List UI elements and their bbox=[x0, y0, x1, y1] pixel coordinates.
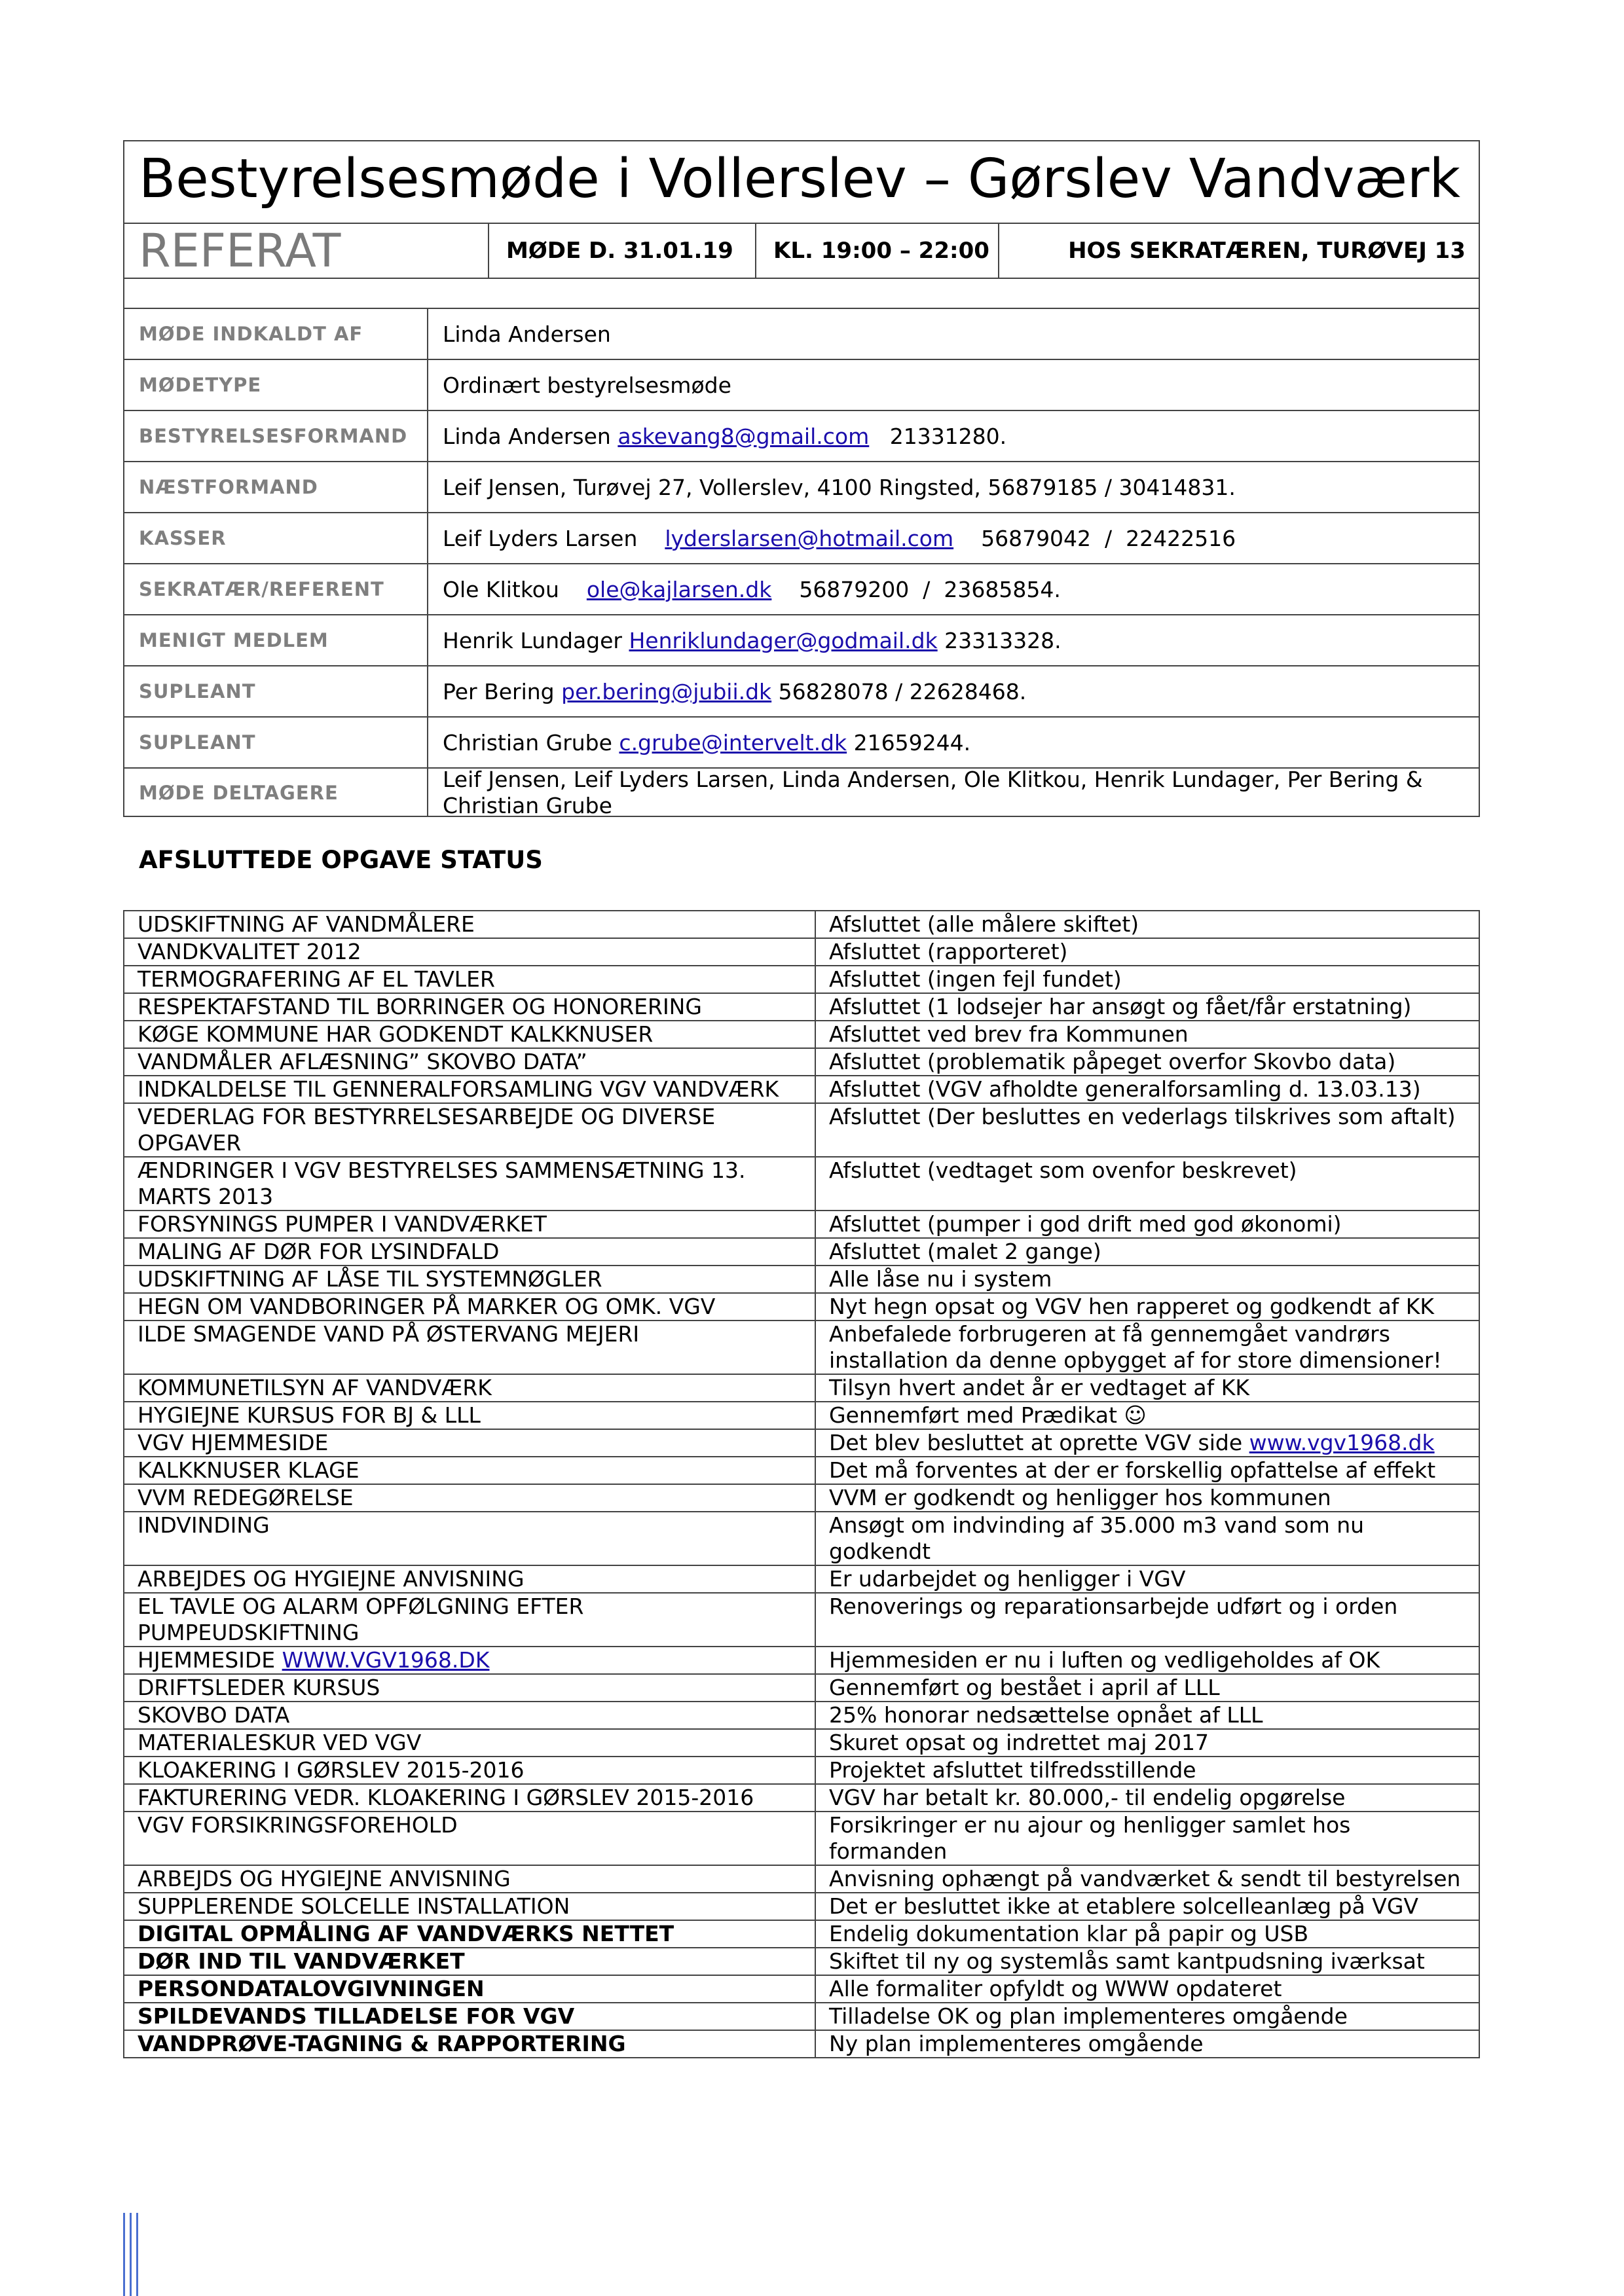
info-label: MENIGT MEDLEM bbox=[139, 629, 329, 651]
info-row bbox=[124, 309, 1479, 360]
status-cell: Alle formaliter opfyldt og WWW opdateret bbox=[815, 1975, 1479, 2003]
task-status-table bbox=[123, 910, 1480, 2058]
task-cell: HEGN OM VANDBORINGER PÅ MARKER OG OMK. VGV bbox=[124, 1293, 815, 1321]
status-cell: Skuret opsat og indrettet maj 2017 bbox=[815, 1729, 1479, 1757]
info-row bbox=[124, 513, 1479, 564]
email-link[interactable]: Henriklundager@godmail.dk bbox=[629, 627, 938, 653]
meeting-header bbox=[123, 140, 1480, 817]
email-link[interactable]: askevang8@gmail.com bbox=[618, 423, 870, 449]
info-label: SEKRATÆR/REFERENT bbox=[139, 578, 384, 600]
table-row bbox=[124, 1457, 1479, 1484]
table-row bbox=[124, 1565, 1479, 1593]
info-value: Henrik Lundager Henriklundager@godmail.dk 23313328. bbox=[427, 615, 1480, 665]
task-cell: MATERIALESKUR VED VGV bbox=[124, 1729, 815, 1757]
status-cell: Er udarbejdet og henligger i VGV bbox=[815, 1565, 1479, 1593]
status-cell: Afsluttet ved brev fra Kommunen bbox=[815, 1021, 1479, 1048]
task-cell: VGV FORSIKRINGSFOREHOLD bbox=[124, 1812, 815, 1865]
task-cell: VANDPRØVE-TAGNING & RAPPORTERING bbox=[124, 2030, 815, 2058]
task-cell: TERMOGRAFERING AF EL TAVLER bbox=[124, 966, 815, 993]
task-cell: ÆNDRINGER I VGV BESTYRELSES SAMMENSÆTNING 13. MARTS 2013 bbox=[124, 1157, 815, 1211]
task-cell: VVM REDEGØRELSE bbox=[124, 1484, 815, 1512]
info-label: MØDE DELTAGERE bbox=[139, 782, 339, 804]
table-row bbox=[124, 1238, 1479, 1266]
task-cell: FORSYNINGS PUMPER I VANDVÆRKET bbox=[124, 1211, 815, 1238]
task-cell: SUPPLERENDE SOLCELLE INSTALLATION bbox=[124, 1893, 815, 1920]
status-cell: Tilsyn hvert andet år er vedtaget af KK bbox=[815, 1374, 1479, 1402]
footer-decoration-line bbox=[123, 2213, 125, 2296]
info-label: BESTYRELSESFORMAND bbox=[139, 425, 408, 447]
meeting-time: KL. 19:00 – 22:00 bbox=[755, 224, 998, 278]
table-row bbox=[124, 1593, 1479, 1647]
table-row bbox=[124, 993, 1479, 1021]
task-cell: VEDERLAG FOR BESTYRRELSESARBEJDE OG DIVERSE OPGAVER bbox=[124, 1103, 815, 1157]
status-cell: Renoverings og reparationsarbejde udført og i orden bbox=[815, 1593, 1479, 1647]
task-cell: ARBEJDES OG HYGIEJNE ANVISNING bbox=[124, 1565, 815, 1593]
task-cell: KØGE KOMMUNE HAR GODKENDT KALKKNUSER bbox=[124, 1021, 815, 1048]
table-row bbox=[124, 1893, 1479, 1920]
status-cell: Tilladelse OK og plan implementeres omgående bbox=[815, 2003, 1479, 2030]
page-title: Bestyrelsesmøde i Vollerslev – Gørslev Vandværk bbox=[139, 148, 1461, 210]
status-cell: Afsluttet (pumper i god drift med god økonomi) bbox=[815, 1211, 1479, 1238]
email-link[interactable]: lyderslarsen@hotmail.com bbox=[665, 525, 954, 551]
info-value: Leif Jensen, Leif Lyders Larsen, Linda Andersen, Ole Klitkou, Henrik Lundager, Per Bering & Christian Grube bbox=[427, 769, 1480, 817]
task-cell: MALING AF DØR FOR LYSINDFALD bbox=[124, 1238, 815, 1266]
table-row bbox=[124, 1293, 1479, 1321]
table-row bbox=[124, 1757, 1479, 1784]
table-row bbox=[124, 1920, 1479, 1948]
table-row bbox=[124, 1729, 1479, 1757]
task-cell: INDKALDELSE TIL GENNERALFORSAMLING VGV VANDVÆRK bbox=[124, 1076, 815, 1103]
task-cell: KOMMUNETILSYN AF VANDVÆRK bbox=[124, 1374, 815, 1402]
info-label: SUPLEANT bbox=[139, 680, 256, 702]
status-cell: Alle låse nu i system bbox=[815, 1266, 1479, 1293]
table-row bbox=[124, 1484, 1479, 1512]
status-cell: Gennemført med Prædikat ☺ bbox=[815, 1402, 1479, 1429]
status-cell: Skiftet til ny og systemlås samt kantpudsning iværksat bbox=[815, 1948, 1479, 1975]
meeting-date: MØDE D. 31.01.19 bbox=[488, 224, 755, 278]
table-row bbox=[124, 1266, 1479, 1293]
table-row bbox=[124, 1402, 1479, 1429]
task-cell: INDVINDING bbox=[124, 1512, 815, 1565]
table-row bbox=[124, 1674, 1479, 1702]
table-row bbox=[124, 2003, 1479, 2030]
info-value: Christian Grube c.grube@intervelt.dk 21659244. bbox=[427, 718, 1480, 767]
status-cell: Forsikringer er nu ajour og henligger samlet hos formanden bbox=[815, 1812, 1479, 1865]
table-row bbox=[124, 1021, 1479, 1048]
info-value: Linda Andersen askevang8@gmail.com 21331280. bbox=[427, 411, 1480, 461]
status-cell: Det blev besluttet at oprette VGV side www.vgv1968.dk bbox=[815, 1429, 1479, 1457]
table-row bbox=[124, 966, 1479, 993]
status-cell: Ansøgt om indvinding af 35.000 m3 vand som nu godkendt bbox=[815, 1512, 1479, 1565]
table-row bbox=[124, 1048, 1479, 1076]
task-cell: HYGIEJNE KURSUS FOR BJ & LLL bbox=[124, 1402, 815, 1429]
task-cell: EL TAVLE OG ALARM OPFØLGNING EFTER PUMPEUDSKIFTNING bbox=[124, 1593, 815, 1647]
meeting-location: HOS SEKRATÆREN, TURØVEJ 13 bbox=[998, 224, 1480, 278]
info-label: KASSER bbox=[139, 527, 227, 549]
info-row bbox=[124, 666, 1479, 718]
status-cell: Afsluttet (vedtaget som ovenfor beskrevet) bbox=[815, 1157, 1479, 1211]
table-row bbox=[124, 1647, 1479, 1674]
task-cell: UDSKIFTNING AF VANDMÅLERE bbox=[124, 911, 815, 938]
status-cell: Afsluttet (1 lodsejer har ansøgt og fået/får erstatning) bbox=[815, 993, 1479, 1021]
info-label: NÆSTFORMAND bbox=[139, 476, 318, 498]
email-link[interactable]: per.bering@jubii.dk bbox=[561, 678, 772, 704]
status-cell: Hjemmesiden er nu i luften og vedligeholdes af OK bbox=[815, 1647, 1479, 1674]
document-type-label: REFERAT bbox=[139, 224, 341, 278]
task-cell: UDSKIFTNING AF LÅSE TIL SYSTEMNØGLER bbox=[124, 1266, 815, 1293]
info-label: MØDE INDKALDT AF bbox=[139, 323, 363, 345]
email-link[interactable]: c.grube@intervelt.dk bbox=[619, 729, 847, 756]
footer-decoration-line bbox=[130, 2213, 132, 2296]
info-row bbox=[124, 411, 1479, 462]
status-cell: Ny plan implementeres omgående bbox=[815, 2030, 1479, 2058]
info-value: Linda Andersen bbox=[427, 309, 1480, 359]
info-row bbox=[124, 615, 1479, 666]
info-value: Leif Jensen, Turøvej 27, Vollerslev, 4100 Ringsted, 56879185 / 30414831. bbox=[427, 462, 1480, 512]
info-value: Ordinært bestyrelsesmøde bbox=[427, 360, 1480, 410]
info-row bbox=[124, 769, 1479, 817]
task-cell: VGV HJEMMESIDE bbox=[124, 1429, 815, 1457]
task-cell: DIGITAL OPMÅLING AF VANDVÆRKS NETTET bbox=[124, 1920, 815, 1948]
table-row bbox=[124, 1103, 1479, 1157]
status-cell: Endelig dokumentation klar på papir og USB bbox=[815, 1920, 1479, 1948]
task-cell: KALKKNUSER KLAGE bbox=[124, 1457, 815, 1484]
status-cell: 25% honorar nedsættelse opnået af LLL bbox=[815, 1702, 1479, 1729]
website-link[interactable]: WWW.VGV1968.DK bbox=[282, 1647, 490, 1673]
task-cell: DRIFTSLEDER KURSUS bbox=[124, 1674, 815, 1702]
table-row bbox=[124, 1374, 1479, 1402]
status-cell: Projektet afsluttet tilfredsstillende bbox=[815, 1757, 1479, 1784]
footer-decoration-line bbox=[136, 2213, 138, 2296]
info-row bbox=[124, 360, 1479, 411]
section-heading: AFSLUTTEDE OPGAVE STATUS bbox=[139, 846, 543, 874]
status-cell: Det må forventes at der er forskellig opfattelse af effekt bbox=[815, 1457, 1479, 1484]
status-cell: Afsluttet (problematik påpeget overfor Skovbo data) bbox=[815, 1048, 1479, 1076]
meeting-meta-row bbox=[124, 223, 1479, 279]
task-cell: VANDMÅLER AFLÆSNING” SKOVBO DATA” bbox=[124, 1048, 815, 1076]
status-cell: Nyt hegn opsat og VGV hen rapperet og godkendt af KK bbox=[815, 1293, 1479, 1321]
task-cell: KLOAKERING I GØRSLEV 2015-2016 bbox=[124, 1757, 815, 1784]
status-cell: Afsluttet (malet 2 gange) bbox=[815, 1238, 1479, 1266]
status-cell: Afsluttet (alle målere skiftet) bbox=[815, 911, 1479, 938]
task-cell: DØR IND TIL VANDVÆRKET bbox=[124, 1948, 815, 1975]
task-cell: FAKTURERING VEDR. KLOAKERING I GØRSLEV 2015-2016 bbox=[124, 1784, 815, 1812]
table-row bbox=[124, 938, 1479, 966]
table-row bbox=[124, 1865, 1479, 1893]
table-row bbox=[124, 1812, 1479, 1865]
table-row bbox=[124, 1975, 1479, 2003]
table-row bbox=[124, 1211, 1479, 1238]
table-row bbox=[124, 911, 1479, 938]
status-cell: Anvisning ophængt på vandværket & sendt til bestyrelsen bbox=[815, 1865, 1479, 1893]
status-cell: Afsluttet (rapporteret) bbox=[815, 938, 1479, 966]
status-cell: Anbefalede forbrugeren at få gennemgået vandrørs installation da denne opbygget af for store dimensioner! bbox=[815, 1321, 1479, 1374]
info-row bbox=[124, 462, 1479, 513]
task-cell: PERSONDATALOVGIVNINGEN bbox=[124, 1975, 815, 2003]
status-cell: Afsluttet (VGV afholdte generalforsamling d. 13.03.13) bbox=[815, 1076, 1479, 1103]
website-link[interactable]: www.vgv1968.dk bbox=[1249, 1430, 1435, 1455]
status-cell: Afsluttet (ingen fejl fundet) bbox=[815, 966, 1479, 993]
table-row bbox=[124, 1702, 1479, 1729]
table-row bbox=[124, 1157, 1479, 1211]
task-cell: ILDE SMAGENDE VAND PÅ ØSTERVANG MEJERI bbox=[124, 1321, 815, 1374]
info-row bbox=[124, 718, 1479, 769]
header-spacer-row bbox=[124, 279, 1479, 309]
table-row bbox=[124, 1784, 1479, 1812]
table-row bbox=[124, 1429, 1479, 1457]
info-label: MØDETYPE bbox=[139, 374, 262, 396]
info-row bbox=[124, 564, 1479, 615]
task-cell: SPILDEVANDS TILLADELSE FOR VGV bbox=[124, 2003, 815, 2030]
table-row bbox=[124, 1948, 1479, 1975]
info-label: SUPLEANT bbox=[139, 731, 256, 754]
info-value: Per Bering per.bering@jubii.dk 56828078 / 22628468. bbox=[427, 666, 1480, 716]
task-cell: HJEMMESIDE WWW.VGV1968.DK bbox=[124, 1647, 815, 1674]
status-cell: Gennemført og bestået i april af LLL bbox=[815, 1674, 1479, 1702]
task-cell: VANDKVALITET 2012 bbox=[124, 938, 815, 966]
status-cell: VGV har betalt kr. 80.000,- til endelig opgørelse bbox=[815, 1784, 1479, 1812]
info-value: Ole Klitkou ole@kajlarsen.dk 56879200 / 23685854. bbox=[427, 564, 1480, 614]
info-value: Leif Lyders Larsen lyderslarsen@hotmail.com 56879042 / 22422516 bbox=[427, 513, 1480, 563]
task-cell: RESPEKTAFSTAND TIL BORRINGER OG HONORERING bbox=[124, 993, 815, 1021]
status-cell: Afsluttet (Der besluttes en vederlags tilskrives som aftalt) bbox=[815, 1103, 1479, 1157]
table-row bbox=[124, 1321, 1479, 1374]
status-cell: Det er besluttet ikke at etablere solcelleanlæg på VGV bbox=[815, 1893, 1479, 1920]
email-link[interactable]: ole@kajlarsen.dk bbox=[586, 576, 772, 602]
task-cell: ARBEJDS OG HYGIEJNE ANVISNING bbox=[124, 1865, 815, 1893]
table-row bbox=[124, 2030, 1479, 2058]
table-row bbox=[124, 1076, 1479, 1103]
task-cell: SKOVBO DATA bbox=[124, 1702, 815, 1729]
table-row bbox=[124, 1512, 1479, 1565]
status-cell: VVM er godkendt og henligger hos kommunen bbox=[815, 1484, 1479, 1512]
